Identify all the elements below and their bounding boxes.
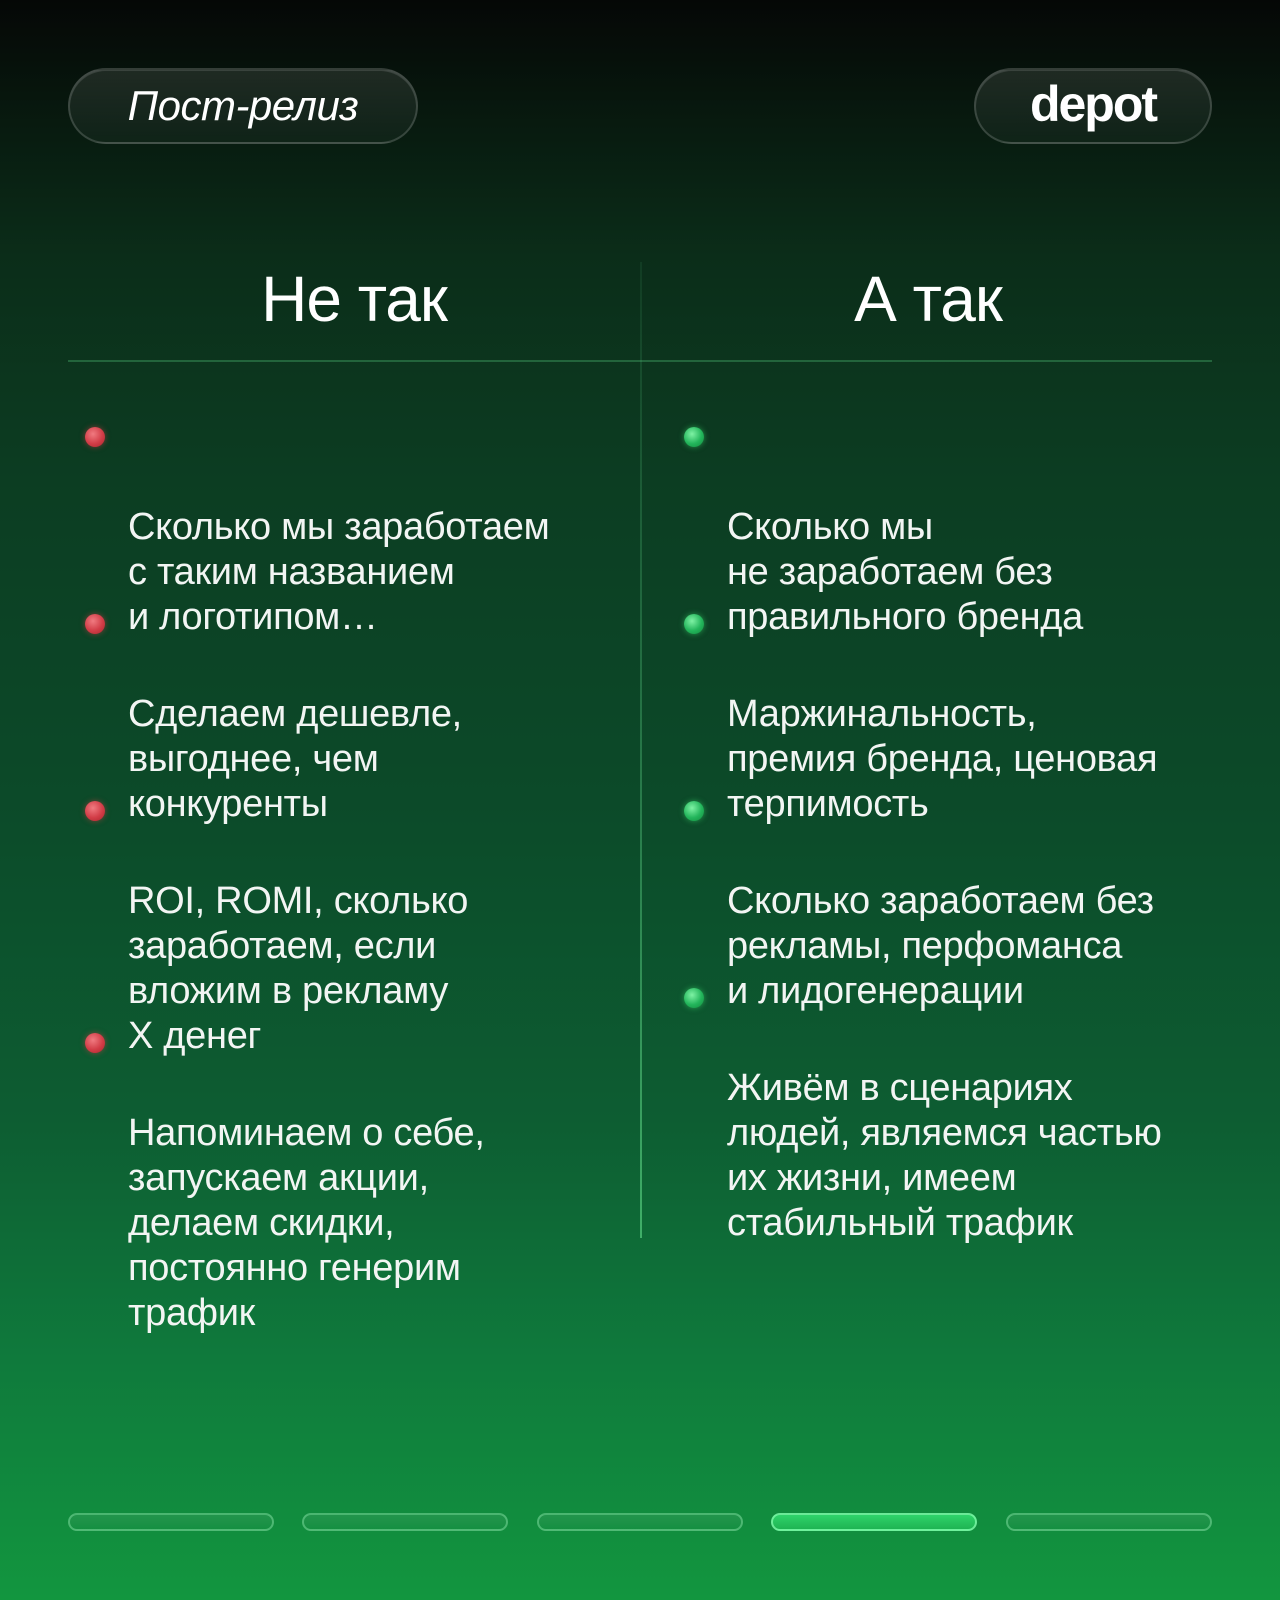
column-divider (640, 262, 642, 1238)
red-bullet-icon (85, 1033, 105, 1053)
depot-logo-text: depot (1029, 76, 1157, 132)
red-bullet-icon (85, 427, 105, 447)
right-list-item-text: Живём в сценариях людей, являемся частью их жизни, имеем стабильный трафик (727, 1067, 1162, 1244)
wrong-list-item-text: Напоминаем о себе, запускаем акции, делаем скидки, постоянно генерим трафик (128, 1112, 485, 1334)
column-title-wrong: Не так (261, 263, 447, 335)
post-release-tag-label: Пост-релиз (127, 82, 359, 129)
green-bullet-icon (684, 801, 704, 821)
right-list-item-text: Сколько мы не заработаем без правильного бренда (727, 506, 1083, 638)
green-bullet-icon (684, 988, 704, 1008)
red-bullet-icon (85, 801, 105, 821)
right-list-item (727, 976, 1227, 1246)
wrong-list-item-text: Сколько мы заработаем с таким названием и логотипом… (128, 506, 550, 638)
wrong-list-item-text: ROI, ROMI, сколько заработаем, если вложим в рекламу Х денег (128, 880, 469, 1057)
green-bullet-icon (684, 427, 704, 447)
depot-logo (974, 68, 1212, 144)
wrong-list-item-text: Сделаем дешевле, выгоднее, чем конкуренты (128, 693, 462, 825)
page-indicator-3[interactable] (537, 1513, 743, 1531)
post-release-tag (68, 68, 418, 144)
green-bullet-icon (684, 614, 704, 634)
right-list-item-text: Маржинальность, премия бренда, ценовая терпимость (727, 693, 1158, 825)
wrong-list-item (128, 1021, 628, 1336)
red-bullet-icon (85, 614, 105, 634)
column-title-right: А так (854, 263, 1002, 335)
right-list-item-text: Сколько заработаем без рекламы, перфоманса и лидогенерации (727, 880, 1154, 1012)
wrong-list-item (128, 789, 628, 1059)
page-indicator-2[interactable] (302, 1513, 508, 1531)
page-indicator-4-active[interactable] (771, 1513, 977, 1531)
page-indicator-5[interactable] (1006, 1513, 1212, 1531)
page-indicator-1[interactable] (68, 1513, 274, 1531)
